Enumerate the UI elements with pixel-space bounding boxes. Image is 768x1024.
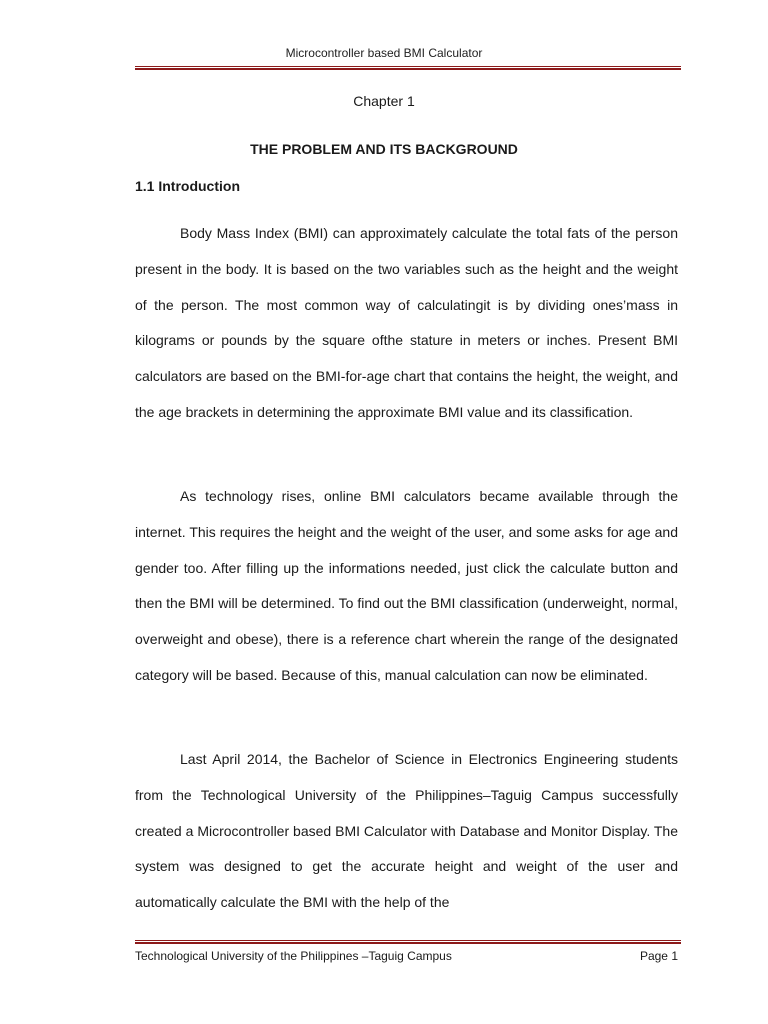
section-heading: 1.1 Introduction [135,178,240,194]
chapter-title: THE PROBLEM AND ITS BACKGROUND [250,141,518,157]
footer-divider [135,940,681,944]
running-header: Microcontroller based BMI Calculator [285,46,483,60]
chapter-label: Chapter 1 [353,93,415,109]
paragraph-3: Last April 2014, the Bachelor of Science in Electronics Engineering students from the Technological University of the Philippines–Taguig Campus successfully created a Microcontroller based BMI Calculator with Database and Monitor Display. The system was designed to get the accurate height and weight of the user and automatically calculate the BMI with the help of the [135,751,678,911]
paragraph-2: As technology rises, online BMI calculators became available through the internet. This requires the height and the weight of the user, and some asks for age and gender too. After filling up the informations needed, just click the calculate button and then the BMI will be determined. To find out the BMI classification (underweight, normal, overweight and obese), there is a reference chart wherein the range of the designated category will be based. Because of this, manual calculation can now be eliminated. [135,488,678,683]
header-divider [135,66,681,70]
page-number: Page 1 [639,949,678,963]
paragraph-1: Body Mass Index (BMI) can approximately calculate the total fats of the person present in the body. It is based on the two variables such as the height and the weight of the person. The most common way of calculatingit is by dividing ones’mass in kilograms or pounds by the square ofthe stature in meters or inches. Present BMI calculators are based on the BMI-for-age chart that contains the height, the weight, and the age brackets in determining the approximate BMI value and its classification. [135,225,678,420]
footer-institution: Technological University of the Philippines –Taguig Campus [135,949,452,963]
